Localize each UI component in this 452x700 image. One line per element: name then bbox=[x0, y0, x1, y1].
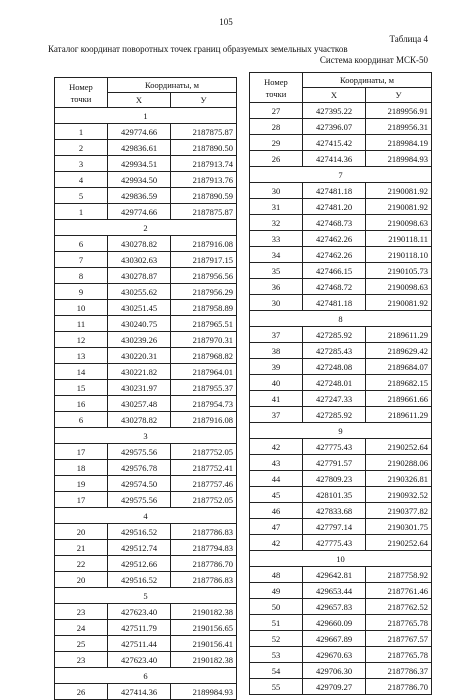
point-number-cell: 10 bbox=[55, 300, 108, 316]
point-number-cell: 34 bbox=[250, 247, 303, 263]
group-number: 6 bbox=[55, 668, 237, 684]
x-coordinate-cell: 430251.45 bbox=[108, 300, 171, 316]
y-coordinate-cell: 2187955.37 bbox=[171, 380, 237, 396]
point-number-cell: 11 bbox=[55, 316, 108, 332]
y-coordinate-cell: 2190118.10 bbox=[366, 247, 432, 263]
group-header-row bbox=[55, 428, 237, 444]
y-coordinate-cell: 2187786.83 bbox=[171, 572, 237, 588]
y-coordinate-cell: 2189611.29 bbox=[366, 327, 432, 343]
point-number-cell: 12 bbox=[55, 332, 108, 348]
point-number-cell: 47 bbox=[250, 519, 303, 535]
point-number-cell: 17 bbox=[55, 444, 108, 460]
y-coordinate-cell: 2187916.08 bbox=[171, 412, 237, 428]
point-number-cell: 44 bbox=[250, 471, 303, 487]
table-row bbox=[55, 396, 237, 412]
table-row bbox=[55, 460, 237, 476]
point-number-cell: 53 bbox=[250, 647, 303, 663]
table-row bbox=[55, 444, 237, 460]
x-coordinate-cell: 429512.74 bbox=[108, 540, 171, 556]
point-number-cell: 35 bbox=[250, 263, 303, 279]
group-header-row bbox=[250, 311, 432, 327]
y-coordinate-cell: 2190098.63 bbox=[366, 279, 432, 295]
y-coordinate-cell: 2187786.70 bbox=[366, 679, 432, 695]
point-number-cell: 23 bbox=[55, 604, 108, 620]
group-number: 8 bbox=[250, 311, 432, 327]
table-row bbox=[250, 503, 432, 519]
x-coordinate-cell: 427247.33 bbox=[303, 391, 366, 407]
y-coordinate-cell: 2187794.83 bbox=[171, 540, 237, 556]
y-coordinate-cell: 2189984.93 bbox=[171, 684, 237, 700]
header-coordinates: Координаты, м bbox=[108, 78, 237, 93]
y-coordinate-cell: 2187786.37 bbox=[366, 663, 432, 679]
x-coordinate-cell: 429774.66 bbox=[108, 204, 171, 220]
y-coordinate-cell: 2187875.87 bbox=[171, 124, 237, 140]
table-row bbox=[250, 487, 432, 503]
point-number-cell: 37 bbox=[250, 327, 303, 343]
y-coordinate-cell: 2189629.42 bbox=[366, 343, 432, 359]
point-number-cell: 32 bbox=[250, 215, 303, 231]
x-coordinate-cell: 427481.18 bbox=[303, 183, 366, 199]
x-coordinate-cell: 429934.50 bbox=[108, 172, 171, 188]
table-row bbox=[250, 599, 432, 615]
x-coordinate-cell: 427248.01 bbox=[303, 375, 366, 391]
point-number-cell: 18 bbox=[55, 460, 108, 476]
table-row bbox=[55, 188, 237, 204]
table-row bbox=[250, 183, 432, 199]
header-x: X bbox=[303, 88, 366, 103]
table-row bbox=[55, 236, 237, 252]
y-coordinate-cell: 2190156.65 bbox=[171, 620, 237, 636]
x-coordinate-cell: 429657.83 bbox=[303, 599, 366, 615]
point-number-cell: 9 bbox=[55, 284, 108, 300]
table-row bbox=[250, 119, 432, 135]
header-y: У bbox=[171, 93, 237, 108]
table-row bbox=[55, 268, 237, 284]
x-coordinate-cell: 427285.92 bbox=[303, 407, 366, 423]
group-number: 2 bbox=[55, 220, 237, 236]
table-row bbox=[55, 364, 237, 380]
y-coordinate-cell: 2187954.73 bbox=[171, 396, 237, 412]
x-coordinate-cell: 429660.09 bbox=[303, 615, 366, 631]
point-number-cell: 31 bbox=[250, 199, 303, 215]
table-row bbox=[55, 332, 237, 348]
table-title: Каталог координат поворотных точек границ образуемых земельных участков bbox=[48, 44, 348, 54]
y-coordinate-cell: 2187758.92 bbox=[366, 567, 432, 583]
x-coordinate-cell: 427468.72 bbox=[303, 279, 366, 295]
x-coordinate-cell: 427468.73 bbox=[303, 215, 366, 231]
table-row bbox=[250, 295, 432, 311]
point-number-cell: 24 bbox=[55, 620, 108, 636]
point-number-cell: 26 bbox=[250, 151, 303, 167]
header-point-number: Номер точки bbox=[250, 73, 303, 103]
point-number-cell: 55 bbox=[250, 679, 303, 695]
table-row bbox=[250, 535, 432, 551]
group-number: 5 bbox=[55, 588, 237, 604]
point-number-cell: 29 bbox=[250, 135, 303, 151]
point-number-cell: 6 bbox=[55, 236, 108, 252]
y-coordinate-cell: 2187786.83 bbox=[171, 524, 237, 540]
table-row bbox=[55, 604, 237, 620]
x-coordinate-cell: 429706.30 bbox=[303, 663, 366, 679]
table-row bbox=[250, 439, 432, 455]
y-coordinate-cell: 2187916.08 bbox=[171, 236, 237, 252]
table-row bbox=[250, 615, 432, 631]
table-row bbox=[55, 284, 237, 300]
table-row bbox=[55, 380, 237, 396]
point-number-cell: 20 bbox=[55, 524, 108, 540]
x-coordinate-cell: 430255.62 bbox=[108, 284, 171, 300]
x-coordinate-cell: 427414.36 bbox=[303, 151, 366, 167]
group-number: 9 bbox=[250, 423, 432, 439]
table-row bbox=[250, 679, 432, 695]
point-number-cell: 23 bbox=[55, 652, 108, 668]
x-coordinate-cell: 429575.56 bbox=[108, 492, 171, 508]
table-row bbox=[250, 567, 432, 583]
table-row bbox=[250, 103, 432, 119]
point-number-cell: 50 bbox=[250, 599, 303, 615]
point-number-cell: 25 bbox=[55, 636, 108, 652]
x-coordinate-cell: 430302.63 bbox=[108, 252, 171, 268]
point-number-cell: 54 bbox=[250, 663, 303, 679]
point-number-cell: 4 bbox=[55, 172, 108, 188]
point-number-cell: 17 bbox=[55, 492, 108, 508]
x-coordinate-cell: 427462.26 bbox=[303, 247, 366, 263]
x-coordinate-cell: 430278.82 bbox=[108, 236, 171, 252]
x-coordinate-cell: 427285.92 bbox=[303, 327, 366, 343]
y-coordinate-cell: 2187767.57 bbox=[366, 631, 432, 647]
point-number-cell: 27 bbox=[250, 103, 303, 119]
y-coordinate-cell: 2190326.81 bbox=[366, 471, 432, 487]
point-number-cell: 22 bbox=[55, 556, 108, 572]
point-number-cell: 38 bbox=[250, 343, 303, 359]
y-coordinate-cell: 2190098.63 bbox=[366, 215, 432, 231]
table-row bbox=[250, 215, 432, 231]
table-row bbox=[55, 556, 237, 572]
table-row bbox=[250, 631, 432, 647]
point-number-cell: 48 bbox=[250, 567, 303, 583]
y-coordinate-cell: 2187968.82 bbox=[171, 348, 237, 364]
y-coordinate-cell: 2190081.92 bbox=[366, 199, 432, 215]
table-row bbox=[55, 476, 237, 492]
x-coordinate-cell: 427775.43 bbox=[303, 535, 366, 551]
x-coordinate-cell: 427833.68 bbox=[303, 503, 366, 519]
table-row bbox=[55, 316, 237, 332]
point-number-cell: 20 bbox=[55, 572, 108, 588]
x-coordinate-cell: 427481.18 bbox=[303, 295, 366, 311]
x-coordinate-cell: 429653.44 bbox=[303, 583, 366, 599]
x-coordinate-cell: 430221.82 bbox=[108, 364, 171, 380]
y-coordinate-cell: 2190252.64 bbox=[366, 439, 432, 455]
x-coordinate-cell: 427511.44 bbox=[108, 636, 171, 652]
y-coordinate-cell: 2189956.91 bbox=[366, 103, 432, 119]
x-coordinate-cell: 427481.20 bbox=[303, 199, 366, 215]
point-number-cell: 42 bbox=[250, 535, 303, 551]
group-header-row bbox=[55, 668, 237, 684]
y-coordinate-cell: 2189984.19 bbox=[366, 135, 432, 151]
table-row bbox=[250, 231, 432, 247]
table-row bbox=[250, 647, 432, 663]
y-coordinate-cell: 2187765.78 bbox=[366, 615, 432, 631]
table-row bbox=[55, 636, 237, 652]
point-number-cell: 30 bbox=[250, 183, 303, 199]
table-body-left bbox=[55, 108, 237, 700]
table-row bbox=[55, 684, 237, 700]
table-row bbox=[55, 524, 237, 540]
table-row bbox=[55, 540, 237, 556]
x-coordinate-cell: 430220.31 bbox=[108, 348, 171, 364]
table-row bbox=[250, 663, 432, 679]
group-header-row bbox=[55, 220, 237, 236]
group-number: 4 bbox=[55, 508, 237, 524]
table-row bbox=[250, 343, 432, 359]
x-coordinate-cell: 430240.75 bbox=[108, 316, 171, 332]
point-number-cell: 3 bbox=[55, 156, 108, 172]
table-row bbox=[250, 327, 432, 343]
table-row bbox=[250, 391, 432, 407]
y-coordinate-cell: 2190932.52 bbox=[366, 487, 432, 503]
y-coordinate-cell: 2187970.31 bbox=[171, 332, 237, 348]
group-header-row bbox=[250, 423, 432, 439]
x-coordinate-cell: 427797.14 bbox=[303, 519, 366, 535]
x-coordinate-cell: 429774.66 bbox=[108, 124, 171, 140]
y-coordinate-cell: 2187917.15 bbox=[171, 252, 237, 268]
table-row bbox=[250, 279, 432, 295]
x-coordinate-cell: 429667.89 bbox=[303, 631, 366, 647]
point-number-cell: 37 bbox=[250, 407, 303, 423]
table-row bbox=[250, 263, 432, 279]
table-row bbox=[55, 124, 237, 140]
x-coordinate-cell: 429670.63 bbox=[303, 647, 366, 663]
point-number-cell: 19 bbox=[55, 476, 108, 492]
point-number-cell: 39 bbox=[250, 359, 303, 375]
point-number-cell: 40 bbox=[250, 375, 303, 391]
x-coordinate-cell: 427809.23 bbox=[303, 471, 366, 487]
point-number-cell: 52 bbox=[250, 631, 303, 647]
y-coordinate-cell: 2190288.06 bbox=[366, 455, 432, 471]
table-row bbox=[55, 620, 237, 636]
table-row bbox=[55, 172, 237, 188]
x-coordinate-cell: 429836.61 bbox=[108, 140, 171, 156]
y-coordinate-cell: 2190105.73 bbox=[366, 263, 432, 279]
point-number-cell: 1 bbox=[55, 124, 108, 140]
coordinates-table-left bbox=[54, 77, 237, 700]
y-coordinate-cell: 2189682.15 bbox=[366, 375, 432, 391]
group-number: 1 bbox=[55, 108, 237, 124]
y-coordinate-cell: 2187890.50 bbox=[171, 140, 237, 156]
x-coordinate-cell: 427415.42 bbox=[303, 135, 366, 151]
y-coordinate-cell: 2187757.46 bbox=[171, 476, 237, 492]
group-header-row bbox=[55, 508, 237, 524]
x-coordinate-cell: 427285.43 bbox=[303, 343, 366, 359]
table-row bbox=[55, 652, 237, 668]
table-row bbox=[250, 407, 432, 423]
table-body-right bbox=[250, 103, 432, 695]
x-coordinate-cell: 429836.59 bbox=[108, 188, 171, 204]
table-row bbox=[55, 348, 237, 364]
group-number: 7 bbox=[250, 167, 432, 183]
table-row bbox=[250, 471, 432, 487]
table-row bbox=[250, 375, 432, 391]
table-row bbox=[250, 135, 432, 151]
table-row bbox=[250, 247, 432, 263]
group-number: 3 bbox=[55, 428, 237, 444]
y-coordinate-cell: 2187964.01 bbox=[171, 364, 237, 380]
point-number-cell: 41 bbox=[250, 391, 303, 407]
point-number-cell: 43 bbox=[250, 455, 303, 471]
point-number-cell: 5 bbox=[55, 188, 108, 204]
y-coordinate-cell: 2189684.07 bbox=[366, 359, 432, 375]
x-coordinate-cell: 430231.97 bbox=[108, 380, 171, 396]
point-number-cell: 42 bbox=[250, 439, 303, 455]
x-coordinate-cell: 427775.43 bbox=[303, 439, 366, 455]
x-coordinate-cell: 427623.40 bbox=[108, 604, 171, 620]
x-coordinate-cell: 428101.35 bbox=[303, 487, 366, 503]
y-coordinate-cell: 2187890.59 bbox=[171, 188, 237, 204]
x-coordinate-cell: 427462.26 bbox=[303, 231, 366, 247]
x-coordinate-cell: 430278.87 bbox=[108, 268, 171, 284]
point-number-cell: 28 bbox=[250, 119, 303, 135]
header-x: X bbox=[108, 93, 171, 108]
x-coordinate-cell: 427395.22 bbox=[303, 103, 366, 119]
x-coordinate-cell: 429576.78 bbox=[108, 460, 171, 476]
table-row bbox=[55, 204, 237, 220]
y-coordinate-cell: 2187956.29 bbox=[171, 284, 237, 300]
x-coordinate-cell: 429574.50 bbox=[108, 476, 171, 492]
x-coordinate-cell: 429934.51 bbox=[108, 156, 171, 172]
point-number-cell: 14 bbox=[55, 364, 108, 380]
y-coordinate-cell: 2187913.76 bbox=[171, 172, 237, 188]
point-number-cell: 45 bbox=[250, 487, 303, 503]
x-coordinate-cell: 430239.26 bbox=[108, 332, 171, 348]
point-number-cell: 49 bbox=[250, 583, 303, 599]
y-coordinate-cell: 2187765.78 bbox=[366, 647, 432, 663]
y-coordinate-cell: 2189956.31 bbox=[366, 119, 432, 135]
table-label: Таблица 4 bbox=[389, 34, 428, 44]
x-coordinate-cell: 429575.56 bbox=[108, 444, 171, 460]
y-coordinate-cell: 2190118.11 bbox=[366, 231, 432, 247]
y-coordinate-cell: 2189984.93 bbox=[366, 151, 432, 167]
y-coordinate-cell: 2190156.41 bbox=[171, 636, 237, 652]
table-row bbox=[55, 300, 237, 316]
y-coordinate-cell: 2187761.46 bbox=[366, 583, 432, 599]
table-row bbox=[55, 140, 237, 156]
point-number-cell: 33 bbox=[250, 231, 303, 247]
coordinates-table-right bbox=[249, 72, 432, 695]
table-row bbox=[250, 199, 432, 215]
x-coordinate-cell: 427791.57 bbox=[303, 455, 366, 471]
y-coordinate-cell: 2187875.87 bbox=[171, 204, 237, 220]
point-number-cell: 21 bbox=[55, 540, 108, 556]
x-coordinate-cell: 427396.07 bbox=[303, 119, 366, 135]
table-row bbox=[55, 572, 237, 588]
y-coordinate-cell: 2189611.29 bbox=[366, 407, 432, 423]
group-header-row bbox=[55, 588, 237, 604]
y-coordinate-cell: 2187965.51 bbox=[171, 316, 237, 332]
x-coordinate-cell: 430278.82 bbox=[108, 412, 171, 428]
y-coordinate-cell: 2190081.92 bbox=[366, 183, 432, 199]
y-coordinate-cell: 2187752.05 bbox=[171, 492, 237, 508]
y-coordinate-cell: 2187786.70 bbox=[171, 556, 237, 572]
table-row bbox=[55, 156, 237, 172]
x-coordinate-cell: 427623.40 bbox=[108, 652, 171, 668]
y-coordinate-cell: 2190301.75 bbox=[366, 519, 432, 535]
y-coordinate-cell: 2190377.82 bbox=[366, 503, 432, 519]
table-row bbox=[250, 583, 432, 599]
point-number-cell: 7 bbox=[55, 252, 108, 268]
header-point-number: Номер точки bbox=[55, 78, 108, 108]
header-coordinates: Координаты, м bbox=[303, 73, 432, 88]
y-coordinate-cell: 2190081.92 bbox=[366, 295, 432, 311]
point-number-cell: 13 bbox=[55, 348, 108, 364]
x-coordinate-cell: 429516.52 bbox=[108, 524, 171, 540]
table-row bbox=[250, 151, 432, 167]
point-number-cell: 26 bbox=[55, 684, 108, 700]
point-number-cell: 51 bbox=[250, 615, 303, 631]
y-coordinate-cell: 2189661.66 bbox=[366, 391, 432, 407]
y-coordinate-cell: 2187956.56 bbox=[171, 268, 237, 284]
y-coordinate-cell: 2190182.38 bbox=[171, 604, 237, 620]
table-row bbox=[55, 412, 237, 428]
table-row bbox=[55, 252, 237, 268]
point-number-cell: 46 bbox=[250, 503, 303, 519]
table-row bbox=[250, 359, 432, 375]
point-number-cell: 15 bbox=[55, 380, 108, 396]
page-number: 105 bbox=[219, 17, 233, 27]
x-coordinate-cell: 427511.79 bbox=[108, 620, 171, 636]
point-number-cell: 2 bbox=[55, 140, 108, 156]
point-number-cell: 16 bbox=[55, 396, 108, 412]
table-row bbox=[250, 519, 432, 535]
x-coordinate-cell: 427414.36 bbox=[108, 684, 171, 700]
x-coordinate-cell: 427248.08 bbox=[303, 359, 366, 375]
x-coordinate-cell: 429642.81 bbox=[303, 567, 366, 583]
x-coordinate-cell: 429512.66 bbox=[108, 556, 171, 572]
y-coordinate-cell: 2187762.52 bbox=[366, 599, 432, 615]
group-number: 10 bbox=[250, 551, 432, 567]
y-coordinate-cell: 2187958.89 bbox=[171, 300, 237, 316]
x-coordinate-cell: 427466.15 bbox=[303, 263, 366, 279]
y-coordinate-cell: 2187752.41 bbox=[171, 460, 237, 476]
coordinate-system: Система координат МСК-50 bbox=[319, 55, 428, 65]
x-coordinate-cell: 430257.48 bbox=[108, 396, 171, 412]
y-coordinate-cell: 2187752.05 bbox=[171, 444, 237, 460]
y-coordinate-cell: 2190182.38 bbox=[171, 652, 237, 668]
y-coordinate-cell: 2190252.64 bbox=[366, 535, 432, 551]
table-row bbox=[55, 492, 237, 508]
header-y: У bbox=[366, 88, 432, 103]
point-number-cell: 6 bbox=[55, 412, 108, 428]
point-number-cell: 8 bbox=[55, 268, 108, 284]
point-number-cell: 1 bbox=[55, 204, 108, 220]
group-header-row bbox=[250, 551, 432, 567]
group-header-row bbox=[250, 167, 432, 183]
group-header-row bbox=[55, 108, 237, 124]
y-coordinate-cell: 2187913.74 bbox=[171, 156, 237, 172]
x-coordinate-cell: 429709.27 bbox=[303, 679, 366, 695]
x-coordinate-cell: 429516.52 bbox=[108, 572, 171, 588]
point-number-cell: 30 bbox=[250, 295, 303, 311]
point-number-cell: 36 bbox=[250, 279, 303, 295]
table-row bbox=[250, 455, 432, 471]
